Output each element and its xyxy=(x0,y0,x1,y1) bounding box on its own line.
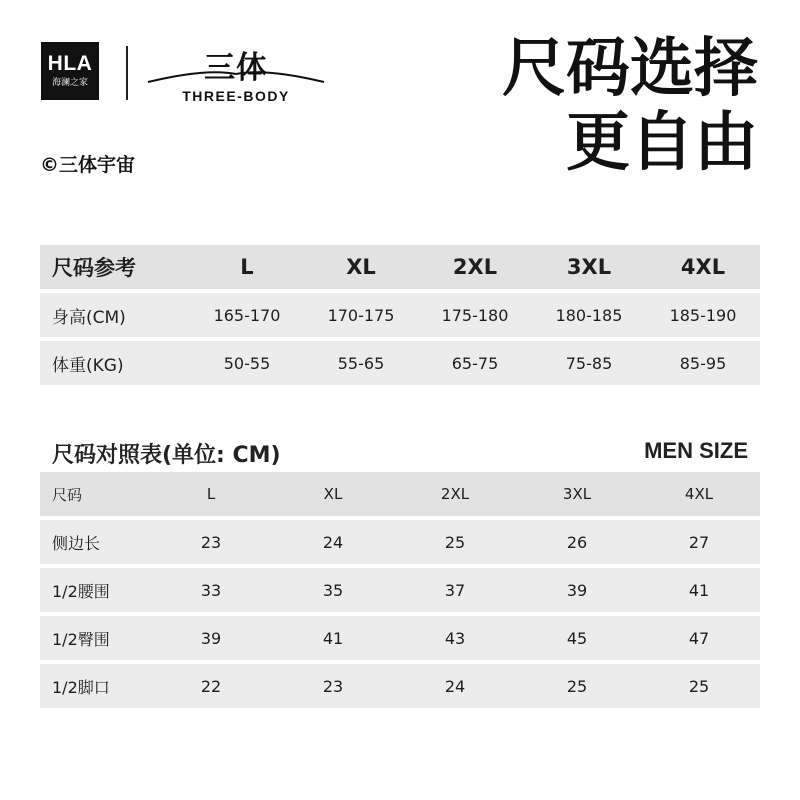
table-header-cell: L xyxy=(240,255,254,279)
table-cell: 25 xyxy=(444,532,466,552)
table-row xyxy=(40,616,760,660)
table-header-cell: XL xyxy=(346,255,376,279)
table-header-cell: 3XL xyxy=(566,255,612,279)
three-body-logo-en: THREE-BODY xyxy=(182,88,290,104)
table-cell: 25 xyxy=(566,676,588,696)
table-header-cell: 4XL xyxy=(680,255,726,279)
hla-logo xyxy=(41,42,99,100)
table-cell: 27 xyxy=(688,532,710,552)
table-cell: 180-185 xyxy=(555,305,623,325)
table-cell: 43 xyxy=(444,628,466,648)
logo-divider xyxy=(126,46,128,100)
table-cell: 25 xyxy=(688,676,710,696)
table-cell: 37 xyxy=(444,580,466,600)
size-chart-title: 尺码对照表(单位: CM) xyxy=(52,443,281,468)
table-cell: 165-170 xyxy=(213,305,281,325)
headline xyxy=(502,32,758,180)
hla-logo-subtitle: 海澜之家 xyxy=(51,78,88,88)
table-header-cell: 4XL xyxy=(684,485,714,503)
table-cell: 39 xyxy=(200,628,222,648)
table-cell: 26 xyxy=(566,532,588,552)
three-body-logo xyxy=(146,38,326,108)
table-cell: 23 xyxy=(322,676,344,696)
table-cell: 55-65 xyxy=(337,353,385,373)
table-row xyxy=(40,520,760,564)
copyright-text: ©三体宇宙 xyxy=(40,154,136,176)
table-cell: 22 xyxy=(200,676,222,696)
table-cell: 23 xyxy=(200,532,222,552)
table-cell: 47 xyxy=(688,628,710,648)
size-chart-table xyxy=(40,472,760,712)
size-chart-subtitle: MEN SIZE xyxy=(644,438,748,463)
row-label: 1/2臀围 xyxy=(52,629,110,649)
row-label: 1/2脚口 xyxy=(52,677,110,697)
table-row xyxy=(40,341,760,385)
table-header-cell: 尺码参考 xyxy=(52,256,136,280)
table-cell: 33 xyxy=(200,580,222,600)
table-row xyxy=(40,568,760,612)
row-label: 身高(CM) xyxy=(52,307,126,328)
row-label: 体重(KG) xyxy=(52,355,124,376)
table-cell: 50-55 xyxy=(223,353,271,373)
table-cell: 45 xyxy=(566,628,588,648)
table-row xyxy=(40,664,760,708)
table-header-cell: 2XL xyxy=(440,485,470,503)
row-label: 侧边长 xyxy=(52,533,101,553)
table-header-row xyxy=(40,245,760,289)
table-cell: 175-180 xyxy=(441,305,509,325)
headline-line-2: 更自由 xyxy=(566,106,758,180)
table-cell: 39 xyxy=(566,580,588,600)
table-cell: 24 xyxy=(444,676,466,696)
size-reference-table xyxy=(40,245,760,389)
table-header-cell: 尺码 xyxy=(52,485,83,504)
three-body-logo-cn: 三体 xyxy=(204,50,268,86)
row-label: 1/2腰围 xyxy=(52,581,110,601)
table-cell: 41 xyxy=(322,628,344,648)
hla-logo-mark: HLA xyxy=(47,52,93,75)
table-cell: 185-190 xyxy=(669,305,737,325)
table-header-cell: L xyxy=(206,485,216,503)
table-header-row xyxy=(40,472,760,516)
table-cell: 41 xyxy=(688,580,710,600)
table-row xyxy=(40,293,760,337)
table-cell: 85-95 xyxy=(679,353,727,373)
table-header-cell: XL xyxy=(323,485,343,503)
headline-line-1: 尺码选择 xyxy=(502,32,758,106)
table-cell: 170-175 xyxy=(327,305,395,325)
table-header-cell: 3XL xyxy=(562,485,592,503)
table-cell: 35 xyxy=(322,580,344,600)
table-cell: 24 xyxy=(322,532,344,552)
table-cell: 65-75 xyxy=(451,353,499,373)
table-header-cell: 2XL xyxy=(452,255,498,279)
table-cell: 75-85 xyxy=(565,353,613,373)
